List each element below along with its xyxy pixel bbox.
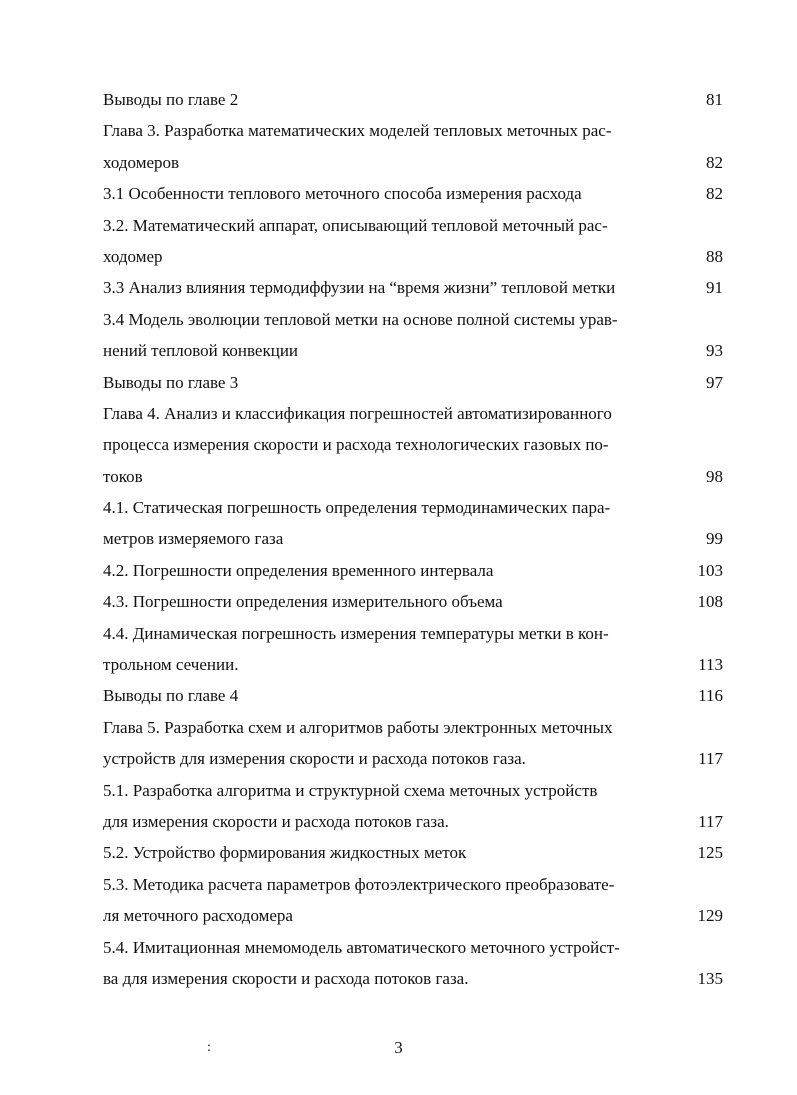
toc-line <box>103 806 723 837</box>
toc-line <box>103 84 723 115</box>
toc-entry-text: 5.4. Имитационная мнемомодель автоматического меточного устройст- <box>103 937 620 957</box>
toc-entry-text: Выводы по главе 2 <box>103 90 239 109</box>
toc-entry <box>103 304 723 367</box>
toc-entry-text: 4.2. Погрешности определения временного интервала <box>103 560 494 580</box>
toc-line <box>103 367 723 398</box>
toc-line <box>103 335 723 366</box>
toc-page-number: 125 <box>697 843 723 863</box>
toc-entry <box>103 869 723 932</box>
toc-line <box>103 178 723 209</box>
toc-entry <box>103 210 723 273</box>
toc-line <box>103 618 723 649</box>
toc-line <box>103 963 723 994</box>
toc-line <box>103 304 723 335</box>
toc-entry <box>103 398 723 492</box>
toc-page-number: 129 <box>697 906 723 926</box>
toc-entry-text: для измерения скорости и расхода потоков газа. <box>103 811 449 831</box>
toc-line <box>103 932 723 963</box>
toc-entry <box>103 775 723 838</box>
toc-page-number: 88 <box>706 246 723 266</box>
toc-entry-text: процесса измерения скорости и расхода технологических газовых по- <box>103 435 609 455</box>
toc-entry <box>103 272 723 303</box>
toc-line <box>103 555 723 586</box>
toc-entry <box>103 712 723 775</box>
toc-line <box>103 900 723 931</box>
toc-line <box>103 492 723 523</box>
toc-page-number: 108 <box>697 592 723 612</box>
toc-entry-text: ва для измерения скорости и расхода потоков газа. <box>103 968 469 988</box>
table-of-contents <box>103 84 723 994</box>
toc-entry <box>103 618 723 681</box>
toc-entry <box>103 492 723 555</box>
toc-entry-text: токов <box>103 466 143 486</box>
toc-entry <box>103 178 723 209</box>
toc-line <box>103 837 723 868</box>
page-number: 3 <box>394 1038 403 1057</box>
toc-entry <box>103 680 723 711</box>
toc-entry <box>103 84 723 115</box>
toc-page-number: 91 <box>706 278 723 298</box>
toc-entry-text: Глава 4. Анализ и классификация погрешностей автоматизированного <box>103 403 612 423</box>
toc-entry-text: 4.1. Статическая погрешность определения термодинамических пара- <box>103 498 611 518</box>
toc-line <box>103 429 723 460</box>
toc-page-number: 116 <box>698 686 723 706</box>
toc-page-number: 93 <box>706 341 723 361</box>
toc-entry-text: 3.3 Анализ влияния термодиффузии на “время жизни” тепловой метки <box>103 278 616 298</box>
toc-line <box>103 743 723 774</box>
toc-entry <box>103 115 723 178</box>
toc-entry-text: 3.4 Модель эволюции тепловой метки на основе полной системы урав- <box>103 309 618 329</box>
toc-line <box>103 461 723 492</box>
toc-entry <box>103 367 723 398</box>
toc-page-number: 135 <box>697 968 723 988</box>
toc-entry-text: 5.1. Разработка алгоритма и структурной схема меточных устройств <box>103 780 598 800</box>
toc-entry-text: 5.2. Устройство формирования жидкостных меток <box>103 843 467 863</box>
toc-line <box>103 649 723 680</box>
toc-entry-text: ходомеров <box>103 152 180 172</box>
toc-line <box>103 241 723 272</box>
toc-page-number: 97 <box>706 372 723 392</box>
toc-line <box>103 869 723 900</box>
toc-line <box>103 147 723 178</box>
toc-entry-text: устройств для измерения скорости и расхода потоков газа. <box>103 749 526 769</box>
toc-entry-text: Выводы по главе 4 <box>103 686 239 706</box>
toc-entry-text: 5.3. Методика расчета параметров фотоэлектрического преобразовате- <box>103 874 615 894</box>
toc-page-number: 81 <box>706 90 723 109</box>
toc-page-number: 82 <box>706 152 723 172</box>
toc-entry-text: ля меточного расходомера <box>103 906 293 926</box>
toc-page-number: 103 <box>697 560 723 580</box>
toc-page-number: 98 <box>706 466 723 486</box>
toc-line <box>103 210 723 241</box>
toc-page-number: 117 <box>698 811 723 831</box>
toc-line <box>103 586 723 617</box>
toc-page-number: 99 <box>706 529 723 549</box>
toc-line <box>103 680 723 711</box>
toc-entry-text: Глава 5. Разработка схем и алгоритмов работы электронных меточных <box>103 717 613 737</box>
toc-line <box>103 775 723 806</box>
toc-entry-text: 3.2. Математический аппарат, описывающий тепловой меточный рас- <box>103 215 608 235</box>
toc-entry-text: метров измеряемого газа <box>103 529 284 549</box>
toc-entry <box>103 837 723 868</box>
toc-page-number: 117 <box>698 749 723 769</box>
toc-page-number: 113 <box>698 655 723 675</box>
toc-line <box>103 712 723 743</box>
toc-line <box>103 523 723 554</box>
toc-entry <box>103 932 723 995</box>
toc-entry-text: 3.1 Особенности теплового меточного способа измерения расхода <box>103 184 582 204</box>
toc-entry-text: ходомер <box>103 246 163 266</box>
toc-page-number: 82 <box>706 184 723 204</box>
toc-line <box>103 272 723 303</box>
toc-entry <box>103 586 723 617</box>
toc-line <box>103 398 723 429</box>
footer-mark: : <box>207 1040 211 1055</box>
toc-entry-text: 4.3. Погрешности определения измерительного объема <box>103 592 503 612</box>
toc-entry-text: Глава 3. Разработка математических моделей тепловых меточных рас- <box>103 121 612 141</box>
toc-entry-text: 4.4. Динамическая погрешность измерения температуры метки в кон- <box>103 623 609 643</box>
toc-line <box>103 115 723 146</box>
toc-entry-text: трольном сечении. <box>103 655 239 675</box>
toc-entry <box>103 555 723 586</box>
toc-entry-text: Выводы по главе 3 <box>103 372 239 392</box>
toc-entry-text: нений тепловой конвекции <box>103 341 299 361</box>
